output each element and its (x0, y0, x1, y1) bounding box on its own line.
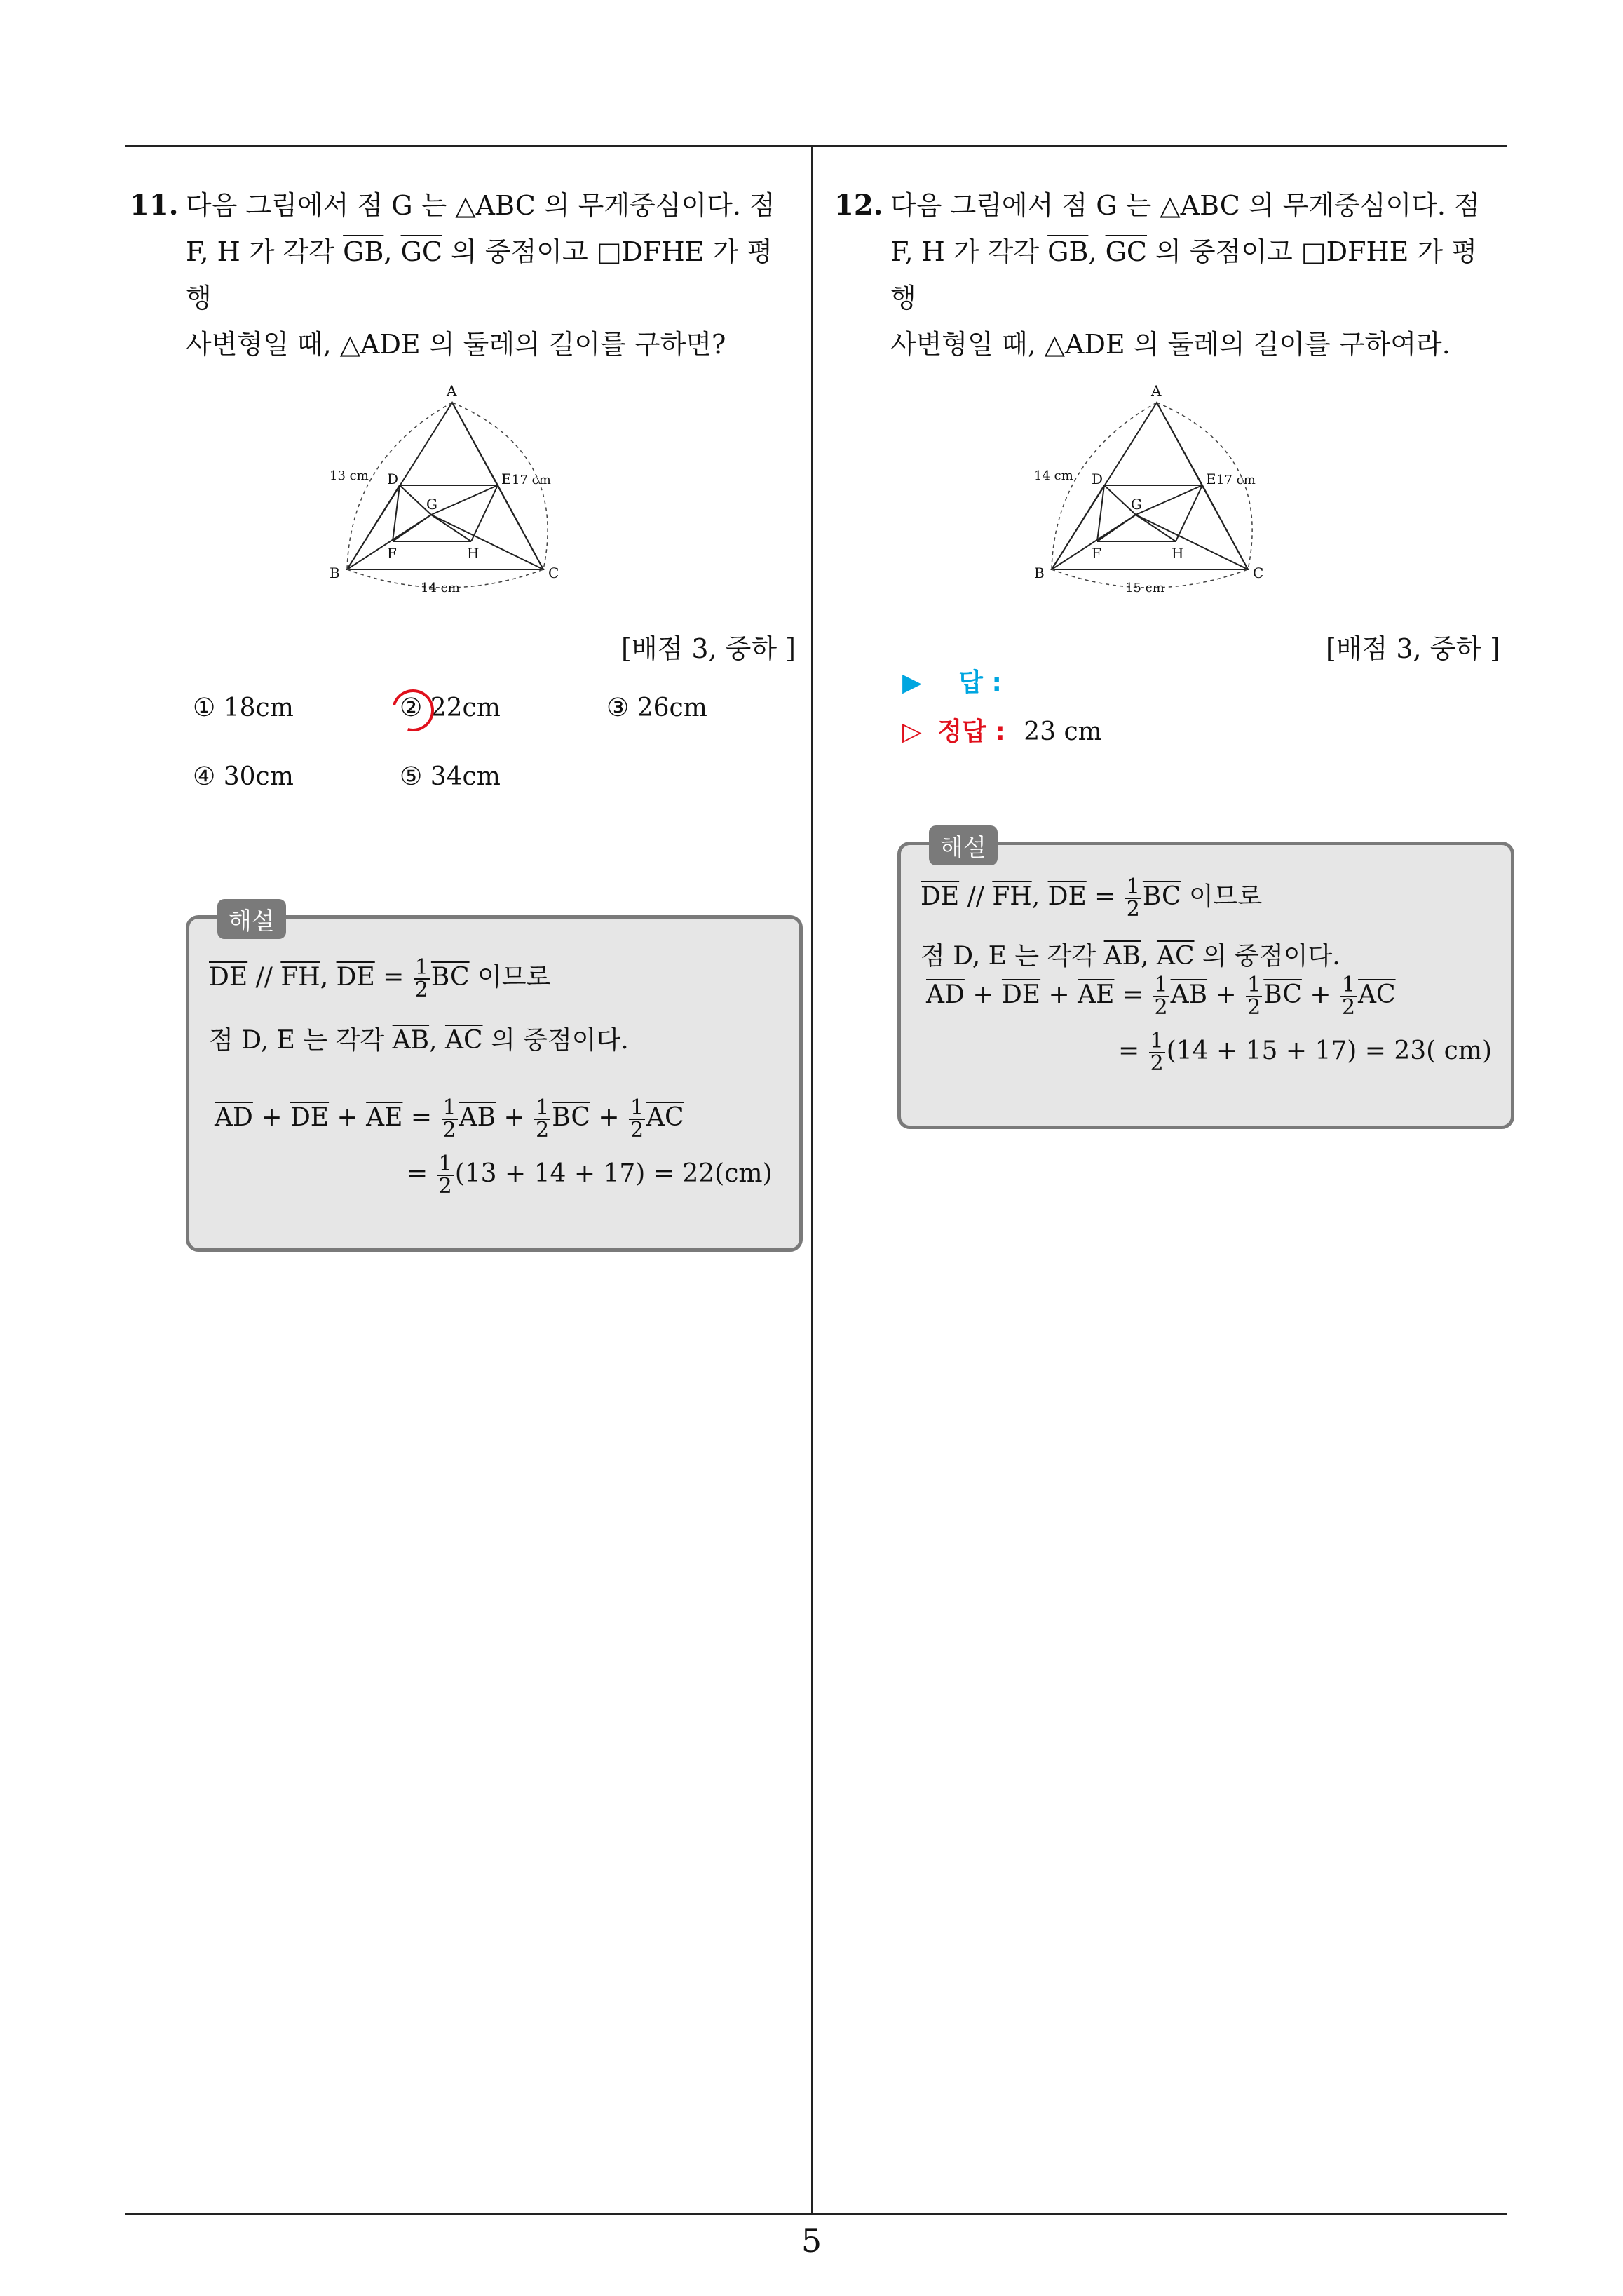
text: $\overline{AB}$ (392, 1026, 430, 1055)
numerator: 1 (1126, 874, 1140, 899)
play-icon: ▶ (902, 668, 922, 697)
label-a: A (1151, 382, 1162, 399)
text: + (1040, 980, 1078, 1009)
label-d: D (387, 471, 399, 487)
text: $\overline{AB}$ (1170, 980, 1208, 1009)
segment-gb: $\overline{GB}$ (343, 236, 384, 267)
fraction (414, 957, 430, 1001)
solution-line-1 (209, 957, 550, 1001)
numerator: 1 (414, 955, 428, 980)
label-a: A (447, 382, 457, 399)
text: (13 + 14 + 17) = 22(cm) (454, 1159, 773, 1188)
question-line: 다음 그림에서 점 G 는 △ABC 의 무게중심이다. 점 (186, 190, 775, 221)
segment-gc: $\overline{GC}$ (1105, 236, 1147, 267)
denominator: 2 (1150, 1051, 1164, 1076)
label-ab-length: 14 cm (1034, 468, 1073, 483)
question-12-text (834, 182, 1500, 367)
label-d: D (1092, 471, 1103, 487)
bottom-rule (125, 2213, 1507, 2215)
triangle-figure (1013, 381, 1322, 599)
label-c: C (1253, 565, 1264, 581)
question-number: 11. (130, 189, 179, 222)
choice-1[interactable]: ① 18cm (193, 694, 294, 722)
text: $\overline{AB}$ (459, 1103, 496, 1132)
label-bc-length: 14 cm (421, 581, 460, 595)
denominator: 2 (442, 1118, 456, 1142)
text: = (407, 1159, 436, 1188)
correct-answer-mark (384, 682, 442, 739)
text: $\overline{AC}$ (1156, 942, 1195, 971)
text: $\overline{AD}$ (215, 1103, 253, 1132)
text: $\overline{DE}$ (1047, 882, 1087, 911)
text: = (1118, 1036, 1148, 1065)
side-lines (347, 485, 543, 569)
label-b: B (330, 565, 340, 581)
text: + (496, 1103, 534, 1132)
text: 의 중점이다. (1194, 942, 1340, 971)
denominator: 2 (414, 978, 428, 1002)
score-label: [배점 3, 중하 ] (1326, 633, 1500, 664)
text: $\overline{AB}$ (1103, 942, 1141, 971)
text: + (252, 1103, 290, 1132)
text: 이므로 (1181, 882, 1263, 911)
solution-tag: 해설 (217, 899, 286, 939)
score-label: [배점 3, 중하 ] (621, 633, 796, 664)
solution-line-2 (921, 936, 1340, 972)
text: (14 + 15 + 17) = 23( cm) (1166, 1036, 1493, 1065)
denominator: 2 (1341, 995, 1356, 1020)
text: 의 중점이고 □DFHE 가 평행 (890, 236, 1477, 313)
question-line: 다음 그림에서 점 G 는 △ABC 의 무게중심이다. 점 (890, 190, 1480, 221)
question-11 (130, 182, 796, 841)
solution-line-4 (407, 1154, 773, 1197)
text: $\overline{AE}$ (366, 1103, 403, 1132)
text: $\overline{AC}$ (444, 1026, 483, 1055)
correct-answer-value: 23 cm (1024, 717, 1102, 746)
question-11-text (130, 182, 796, 367)
label-g: G (1131, 496, 1142, 513)
label-ac-length: 17 cm (512, 473, 551, 487)
fraction (1246, 975, 1262, 1018)
text: , (383, 236, 401, 267)
text: = (1086, 882, 1124, 911)
label-bc-length: 15 cm (1125, 581, 1164, 595)
solution-line-4 (1118, 1031, 1492, 1074)
label-b: B (1034, 565, 1045, 581)
text: $\overline{DE}$ (290, 1103, 330, 1132)
label-c: C (548, 565, 559, 581)
text: + (329, 1103, 367, 1132)
segment-gb: $\overline{GB}$ (1047, 236, 1089, 267)
text: + (1301, 980, 1339, 1009)
solution-tag: 해설 (929, 825, 998, 865)
fraction (1149, 1031, 1165, 1074)
question-line: 사변형일 때, △ADE 의 둘레의 길이를 구하면? (186, 329, 726, 360)
solution-line-3 (215, 1095, 684, 1142)
text: $\overline{FH}$ (280, 963, 320, 992)
text: $\overline{DE}$ (1001, 980, 1041, 1009)
question-line (890, 229, 1500, 321)
text: F, H 가 각각 (890, 236, 1048, 267)
text: = (1114, 980, 1152, 1009)
numerator: 1 (1247, 973, 1261, 997)
text: $\overline{BC}$ (1142, 882, 1181, 911)
text: + (1207, 980, 1245, 1009)
text: $\overline{DE}$ (209, 963, 248, 992)
denominator: 2 (1154, 995, 1168, 1020)
fraction (629, 1095, 645, 1142)
triangle-figure (308, 381, 617, 599)
correct-answer-label: 정답 : (937, 717, 1005, 746)
label-e: E (1206, 471, 1216, 487)
text: // (247, 963, 281, 992)
denominator: 2 (1247, 995, 1261, 1020)
choice-3[interactable]: ③ 26cm (606, 694, 707, 722)
answer-label: 답 : (958, 668, 1002, 697)
numerator: 1 (1150, 1029, 1164, 1053)
text: 의 중점이고 □DFHE 가 평행 (186, 236, 773, 313)
solution-box-12 (897, 834, 1514, 1129)
top-rule (125, 145, 1507, 147)
solution-box-11 (186, 907, 803, 1252)
label-f: F (387, 545, 397, 562)
fraction (437, 1154, 454, 1197)
text: = (402, 1103, 440, 1132)
text: , (1031, 882, 1048, 911)
question-line: 사변형일 때, △ADE 의 둘레의 길이를 구하여라. (890, 329, 1451, 360)
numerator: 1 (442, 1095, 456, 1120)
text: + (964, 980, 1002, 1009)
label-ac-length: 17 cm (1216, 473, 1256, 487)
numerator: 1 (1154, 973, 1168, 997)
text: $\overline{DE}$ (921, 882, 960, 911)
solution-line-2 (209, 1020, 629, 1056)
text: $\overline{AD}$ (926, 980, 965, 1009)
solution-line-3 (926, 975, 1396, 1018)
text: 이므로 (469, 963, 551, 992)
text: $\overline{FH}$ (992, 882, 1032, 911)
label-ab-length: 13 cm (330, 468, 369, 483)
correct-answer-line (902, 712, 1102, 748)
segment-gc: $\overline{GC}$ (400, 236, 442, 267)
fraction (1125, 874, 1141, 921)
column-divider (811, 145, 813, 2213)
fraction (1340, 975, 1357, 1018)
text: 점 D, E 는 각각 (921, 942, 1104, 971)
text: // (959, 882, 993, 911)
answer-choices (130, 694, 796, 841)
fraction (1153, 975, 1169, 1018)
answer-line (902, 663, 1002, 698)
fraction (442, 1095, 458, 1142)
fraction (534, 1095, 550, 1142)
text: $\overline{BC}$ (1263, 980, 1302, 1009)
text: 점 D, E 는 각각 (209, 1026, 393, 1055)
text: = (374, 963, 412, 992)
text: $\overline{AE}$ (1078, 980, 1115, 1009)
denominator: 2 (438, 1174, 452, 1198)
denominator: 2 (630, 1118, 644, 1142)
text: $\overline{AC}$ (646, 1103, 684, 1132)
question-line (186, 229, 796, 321)
text: $\overline{AC}$ (1358, 980, 1396, 1009)
numerator: 1 (438, 1152, 452, 1176)
numerator: 1 (630, 1095, 644, 1120)
text: F, H 가 각각 (186, 236, 344, 267)
numerator: 1 (1341, 973, 1356, 997)
label-h: H (1172, 545, 1184, 562)
choice-5[interactable]: ⑤ 34cm (400, 762, 501, 791)
text: $\overline{BC}$ (552, 1103, 590, 1132)
choice-4[interactable]: ④ 30cm (193, 762, 294, 791)
label-e: E (501, 471, 512, 487)
text: , (1088, 236, 1106, 267)
play-outline-icon: ▷ (902, 717, 922, 746)
question-12 (834, 182, 1500, 666)
choice-2[interactable]: ② 22cm (400, 694, 501, 722)
label-f: F (1092, 545, 1101, 562)
side-lines (1052, 485, 1248, 569)
label-g: G (426, 496, 437, 513)
text: + (590, 1103, 627, 1132)
question-number: 12. (834, 189, 883, 222)
page-number: 5 (801, 2222, 822, 2260)
text: 의 중점이다. (482, 1026, 629, 1055)
text: $\overline{DE}$ (336, 963, 375, 992)
text: , (429, 1026, 445, 1055)
denominator: 2 (536, 1118, 550, 1142)
text: , (320, 963, 337, 992)
denominator: 2 (1126, 897, 1140, 921)
label-h: H (467, 545, 480, 562)
text: , (1141, 942, 1157, 971)
solution-line-1 (921, 874, 1263, 921)
text: $\overline{BC}$ (430, 963, 470, 992)
numerator: 1 (536, 1095, 550, 1120)
